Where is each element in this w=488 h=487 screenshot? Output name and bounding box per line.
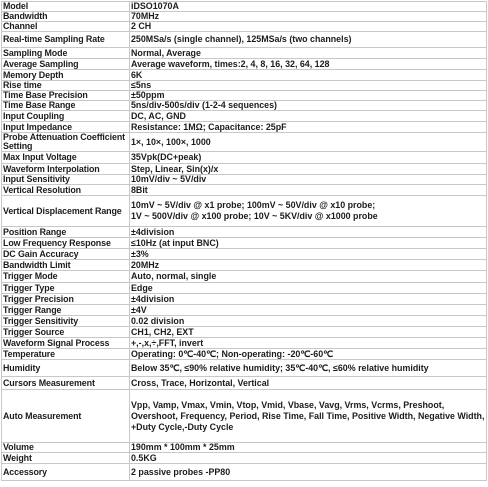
spec-row-weight	[2, 453, 487, 464]
spec-label: Temperature	[2, 349, 130, 360]
spec-row-trigger-precision	[2, 294, 487, 305]
spec-value: ±4division	[130, 294, 487, 305]
spec-value: Vpp, Vamp, Vmax, Vmin, Vtop, Vmid, Vbase, Vavg, Vrms, Vcrms, Preshoot, Overshoot, Frequency, Period, Rise Time, Fall Time, Positive Width, Negative Width, +Duty Cycle,-Duty Cycle	[130, 390, 487, 443]
spec-row-trigger-mode	[2, 271, 487, 283]
spec-value: Normal, Average	[130, 48, 487, 59]
spec-value: Cross, Trace, Horizontal, Vertical	[130, 377, 487, 390]
spec-row-volume	[2, 443, 487, 453]
spec-value: Auto, normal, single	[130, 271, 487, 283]
spec-row-channel	[2, 22, 487, 32]
spec-value: ≤10Hz (at input BNC)	[130, 238, 487, 249]
spec-label: Model	[2, 2, 130, 12]
spec-label: Humidity	[2, 360, 130, 377]
spec-row-vertical-displacement-range	[2, 196, 487, 227]
spec-value: 20MHz	[130, 260, 487, 271]
spec-label: Weight	[2, 453, 130, 464]
spec-row-time-base-precision	[2, 91, 487, 101]
spec-label: Trigger Source	[2, 327, 130, 338]
spec-row-input-coupling	[2, 111, 487, 122]
spec-label: Max Input Voltage	[2, 152, 130, 164]
spec-row-trigger-source	[2, 327, 487, 338]
spec-row-input-impedance	[2, 122, 487, 133]
spec-value: 0.5KG	[130, 453, 487, 464]
spec-row-bandwidth	[2, 12, 487, 22]
spec-row-trigger-type	[2, 283, 487, 294]
spec-row-dc-gain-accuracy	[2, 249, 487, 260]
spec-row-vertical-resolution	[2, 185, 487, 196]
spec-label: Channel	[2, 22, 130, 32]
spec-label: Real-time Sampling Rate	[2, 32, 130, 48]
spec-label: Waveform Interpolation	[2, 164, 130, 175]
spec-row-average-sampling	[2, 59, 487, 70]
spec-label: Accessory	[2, 464, 130, 481]
spec-label: Position Range	[2, 227, 130, 238]
spec-row-memory-depth	[2, 70, 487, 81]
spec-row-rise-time	[2, 81, 487, 91]
spec-row-trigger-range	[2, 305, 487, 316]
spec-value: Average waveform, times:2, 4, 8, 16, 32, 64, 128	[130, 59, 487, 70]
spec-value: 10mV/div ~ 5V/div	[130, 175, 487, 185]
spec-row-humidity	[2, 360, 487, 377]
spec-table-body	[2, 2, 487, 481]
spec-label: Volume	[2, 443, 130, 453]
spec-row-waveform-interpolation	[2, 164, 487, 175]
spec-label: Input Sensitivity	[2, 175, 130, 185]
spec-value: 0.02 division	[130, 316, 487, 327]
spec-value: Operating: 0℃-40℃; Non-operating: -20℃-60℃	[130, 349, 487, 360]
spec-table	[1, 1, 487, 481]
spec-row-max-input-voltage	[2, 152, 487, 164]
spec-value: ±4V	[130, 305, 487, 316]
spec-value: Resistance: 1MΩ; Capacitance: 25pF	[130, 122, 487, 133]
spec-value: ±3%	[130, 249, 487, 260]
spec-label: Time Base Precision	[2, 91, 130, 101]
spec-row-low-frequency-response	[2, 238, 487, 249]
spec-value: 2 CH	[130, 22, 487, 32]
spec-label: Trigger Mode	[2, 271, 130, 283]
spec-row-position-range	[2, 227, 487, 238]
spec-row-cursors-measurement	[2, 377, 487, 390]
spec-value: 70MHz	[130, 12, 487, 22]
spec-value-line: 10mV ~ 5V/div @ x1 probe; 100mV ~ 50V/div @ x10 probe;	[131, 200, 376, 210]
spec-label: Trigger Type	[2, 283, 130, 294]
spec-value: 190mm * 100mm * 25mm	[130, 443, 487, 453]
spec-label: DC Gain Accuracy	[2, 249, 130, 260]
spec-label: Waveform Signal Process	[2, 338, 130, 349]
spec-row-waveform-signal-process	[2, 338, 487, 349]
spec-value: 5ns/div-500s/div (1-2-4 sequences)	[130, 101, 487, 111]
spec-value	[130, 196, 487, 227]
spec-label: Bandwidth Limit	[2, 260, 130, 271]
spec-label: Memory Depth	[2, 70, 130, 81]
spec-label: Trigger Range	[2, 305, 130, 316]
spec-row-probe-attenuation-coefficient-setting	[2, 133, 487, 152]
spec-value: ±50ppm	[130, 91, 487, 101]
spec-value: Below 35℃, ≤90% relative humidity; 35℃-40℃, ≤60% relative humidity	[130, 360, 487, 377]
spec-label: Vertical Displacement Range	[2, 196, 130, 227]
spec-label: Vertical Resolution	[2, 185, 130, 196]
spec-label: Trigger Sensitivity	[2, 316, 130, 327]
spec-label: Bandwidth	[2, 12, 130, 22]
spec-row-bandwidth-limit	[2, 260, 487, 271]
spec-value: 6K	[130, 70, 487, 81]
spec-value: iDSO1070A	[130, 2, 487, 12]
spec-row-temperature	[2, 349, 487, 360]
spec-label: Auto Measurement	[2, 390, 130, 443]
spec-value: 35Vpk(DC+peak)	[130, 152, 487, 164]
spec-row-accessory	[2, 464, 487, 481]
spec-value: 8Bit	[130, 185, 487, 196]
spec-label: Cursors Measurement	[2, 377, 130, 390]
spec-label: Rise time	[2, 81, 130, 91]
spec-value: +,-,x,÷,FFT, invert	[130, 338, 487, 349]
spec-label: Trigger Precision	[2, 294, 130, 305]
spec-value: 250MSa/s (single channel), 125MSa/s (two channels)	[130, 32, 487, 48]
spec-value: Edge	[130, 283, 487, 294]
spec-label: Input Impedance	[2, 122, 130, 133]
spec-row-auto-measurement	[2, 390, 487, 443]
spec-value: 1×, 10×, 100×, 1000	[130, 133, 487, 152]
spec-row-input-sensitivity	[2, 175, 487, 185]
spec-value: DC, AC, GND	[130, 111, 487, 122]
spec-label: Input Coupling	[2, 111, 130, 122]
spec-value: ≤5ns	[130, 81, 487, 91]
spec-value-line: 1V ~ 500V/div @ x100 probe; 10V ~ 5KV/div @ x1000 probe	[131, 211, 378, 221]
spec-row-real-time-sampling-rate	[2, 32, 487, 48]
spec-label: Average Sampling	[2, 59, 130, 70]
spec-value: ±4division	[130, 227, 487, 238]
spec-row-sampling-mode	[2, 48, 487, 59]
spec-label: Sampling Mode	[2, 48, 130, 59]
spec-label: Probe Attenuation Coefficient Setting	[2, 133, 130, 152]
spec-value: 2 passive probes -PP80	[130, 464, 487, 481]
spec-value: Step, Linear, Sin(x)/x	[130, 164, 487, 175]
spec-value: CH1, CH2, EXT	[130, 327, 487, 338]
spec-label: Time Base Range	[2, 101, 130, 111]
spec-label: Low Frequency Response	[2, 238, 130, 249]
spec-row-trigger-sensitivity	[2, 316, 487, 327]
spec-row-model	[2, 2, 487, 12]
spec-row-time-base-range	[2, 101, 487, 111]
